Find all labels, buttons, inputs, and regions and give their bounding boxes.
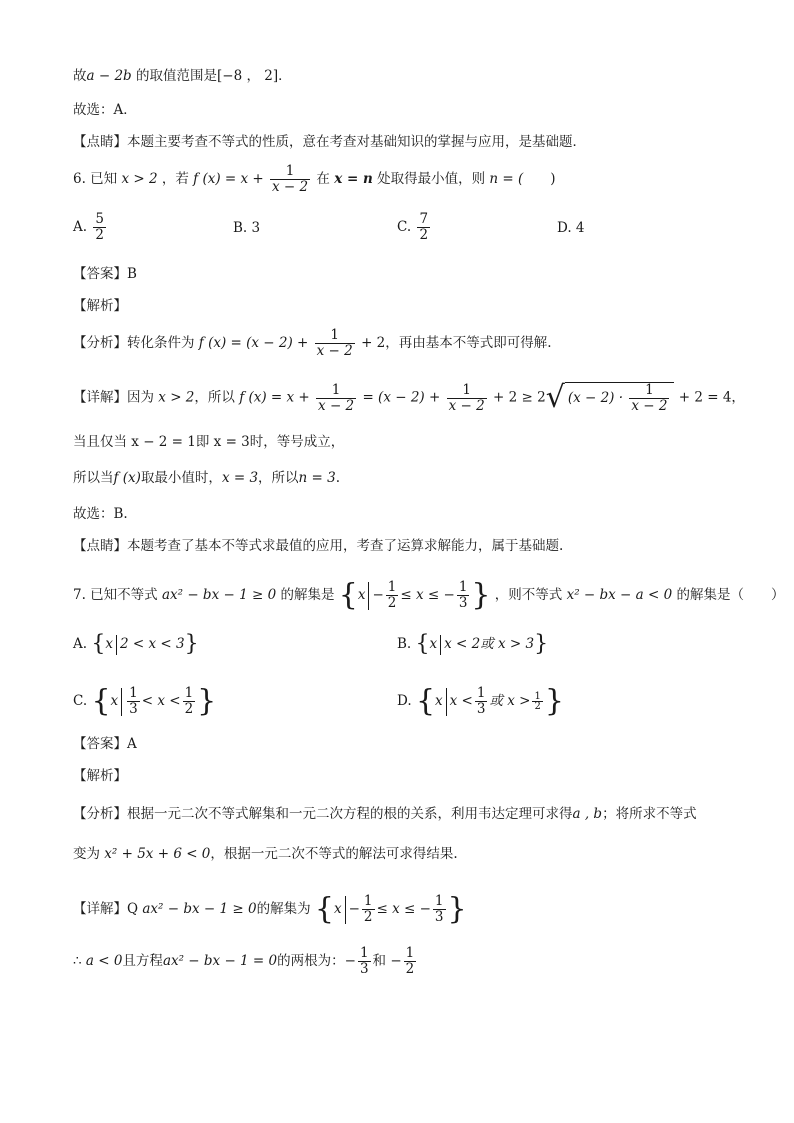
denominator: x − 2 bbox=[631, 398, 668, 414]
text: . bbox=[335, 470, 341, 486]
label: C. bbox=[73, 693, 88, 709]
math-range: [−8 ， 2] bbox=[216, 68, 279, 84]
math: (x − 2) · bbox=[567, 390, 624, 406]
option-d-7[interactable] bbox=[397, 683, 564, 719]
numerator: 7 bbox=[419, 211, 429, 227]
text: 的解集是（ ） bbox=[676, 587, 785, 603]
math: x bbox=[105, 636, 113, 652]
text: 6. 已知 bbox=[73, 171, 118, 187]
roots-line bbox=[73, 946, 418, 977]
text: ，根据一元二次不等式的解法可求得结果. bbox=[210, 846, 458, 862]
fraction bbox=[457, 580, 470, 611]
denominator: 2 bbox=[95, 227, 104, 243]
fenxi-6 bbox=[73, 328, 552, 359]
brace-right: } bbox=[197, 683, 217, 719]
math: f (x) bbox=[113, 470, 141, 486]
numerator: 5 bbox=[95, 211, 104, 227]
fraction bbox=[93, 212, 106, 243]
text: 的解集为 bbox=[256, 901, 311, 917]
brace-right: } bbox=[447, 891, 467, 927]
fraction bbox=[447, 383, 487, 414]
text: 在 bbox=[316, 171, 330, 187]
math: n = ( bbox=[489, 171, 524, 187]
math: a , b bbox=[572, 806, 603, 822]
radical-sign: √ bbox=[545, 380, 565, 415]
text: 取最小值时， bbox=[140, 470, 222, 486]
set-bar bbox=[121, 688, 122, 716]
fraction bbox=[404, 946, 417, 977]
tag: 【分析】 bbox=[73, 806, 127, 822]
fraction bbox=[270, 164, 310, 195]
math: n = 3 bbox=[298, 470, 336, 486]
text: 的解集是 bbox=[280, 587, 335, 603]
denominator: 3 bbox=[129, 701, 138, 717]
math: x bbox=[429, 636, 438, 652]
range-conclusion bbox=[73, 66, 292, 86]
text: 的取值范围是 bbox=[131, 68, 217, 84]
math: x bbox=[110, 693, 119, 709]
math: < x < bbox=[141, 693, 181, 709]
brace-right: } bbox=[544, 683, 564, 719]
answer-6: 【答案】B bbox=[73, 266, 137, 282]
math: x < bbox=[449, 693, 473, 709]
option-b-7[interactable] bbox=[397, 631, 549, 657]
fenxi-7 bbox=[73, 804, 697, 824]
math: x = 3 bbox=[221, 470, 259, 486]
label: C. bbox=[397, 219, 412, 235]
tag: 【分析】 bbox=[73, 335, 127, 351]
denominator: 2 bbox=[387, 595, 397, 611]
label: A. bbox=[73, 636, 88, 652]
tag: 【详解】 bbox=[73, 389, 127, 406]
brace-left: { bbox=[415, 683, 436, 719]
denominator: 2 bbox=[534, 701, 541, 712]
math: 2 < x < 3 bbox=[119, 636, 185, 652]
text: 7. 已知不等式 bbox=[73, 587, 158, 603]
math: x² − bx − a < 0 bbox=[566, 587, 673, 603]
numerator: 1 bbox=[447, 383, 487, 399]
math: ≤ x ≤ − bbox=[376, 901, 431, 917]
denominator: 3 bbox=[476, 701, 486, 717]
math: − bbox=[348, 901, 360, 917]
text: 转化条件为 bbox=[127, 335, 195, 351]
numerator: 1 bbox=[129, 685, 138, 701]
math: x² + 5x + 6 < 0 bbox=[104, 846, 211, 862]
text: ，所以 bbox=[258, 470, 299, 486]
text: 的两根为：− bbox=[277, 953, 356, 969]
equality-line: 当且仅当 x − 2 = 1即 x = 3时，等号成立， bbox=[73, 434, 345, 450]
numerator: 1 bbox=[270, 164, 310, 180]
fraction bbox=[475, 686, 488, 717]
text: 根据一元二次不等式解集和一元二次方程的根的关系，利用韦达定理可求得 bbox=[127, 806, 573, 822]
jiexi-7: 【解析】 bbox=[73, 768, 127, 784]
choice-line: 故选：A． bbox=[73, 102, 137, 118]
label: A. bbox=[73, 219, 88, 235]
denominator: 3 bbox=[359, 961, 369, 977]
math: x bbox=[435, 693, 443, 709]
fraction bbox=[183, 686, 196, 717]
math: Q bbox=[127, 901, 139, 917]
denominator: 3 bbox=[458, 595, 468, 611]
numerator: 1 bbox=[359, 945, 369, 961]
tag: 【点睛】 bbox=[73, 538, 127, 554]
answer-7: 【答案】A bbox=[73, 736, 137, 752]
numerator: 1 bbox=[315, 328, 355, 344]
text: 故 bbox=[73, 68, 87, 84]
numerator: 1 bbox=[434, 893, 444, 909]
text: 且方程 bbox=[122, 953, 163, 969]
set-bar bbox=[368, 582, 369, 610]
set-bar bbox=[345, 896, 346, 924]
math: x > 2 bbox=[158, 389, 195, 406]
numerator: 1 bbox=[184, 685, 194, 701]
fraction bbox=[417, 212, 430, 243]
fraction bbox=[433, 894, 446, 925]
math: + 2 = 4 bbox=[678, 389, 732, 406]
math: f (x) = x + bbox=[239, 389, 310, 406]
denominator: 3 bbox=[434, 909, 444, 925]
math: a < 0 bbox=[85, 953, 123, 969]
brace-right: } bbox=[184, 631, 199, 657]
denominator: 2 bbox=[405, 961, 415, 977]
math-expr: a − 2b bbox=[86, 68, 132, 84]
text: ，所以 bbox=[194, 389, 235, 406]
numerator: 1 bbox=[316, 383, 356, 399]
denominator: x − 2 bbox=[318, 397, 355, 414]
math: = (x − 2) + bbox=[362, 389, 441, 406]
text: 处取得最小值，则 bbox=[377, 171, 486, 187]
text: 和 − bbox=[372, 953, 402, 969]
radicand bbox=[565, 382, 675, 414]
option-d[interactable]: D. 4 bbox=[557, 220, 585, 236]
label: D. bbox=[397, 693, 412, 709]
brace-right: } bbox=[471, 577, 491, 613]
numerator: 1 bbox=[363, 893, 373, 909]
math: + 2 bbox=[361, 335, 386, 351]
brace-left: { bbox=[338, 577, 358, 613]
fraction bbox=[532, 692, 542, 711]
fenxi-7-cont bbox=[73, 844, 458, 864]
math: x < 2或 x > 3 bbox=[444, 636, 535, 652]
text: ；将所求不等式 bbox=[602, 806, 697, 822]
brace-right: } bbox=[534, 631, 549, 657]
math: 或 x > bbox=[489, 693, 531, 709]
denominator: x − 2 bbox=[316, 343, 353, 359]
text: 本题考查了基本不等式求最值的应用，考查了运算求解能力，属于基础题. bbox=[127, 538, 564, 554]
fraction bbox=[315, 328, 355, 359]
text: 所以当 bbox=[73, 470, 114, 486]
denominator: 2 bbox=[419, 227, 429, 243]
label: B. bbox=[397, 636, 412, 652]
brace-left: { bbox=[314, 891, 334, 927]
conclusion-line bbox=[73, 468, 340, 488]
numerator: 1 bbox=[405, 945, 415, 961]
text: 因为 bbox=[127, 389, 154, 406]
text: ，若 bbox=[161, 171, 189, 187]
set-bar bbox=[440, 635, 441, 655]
math: x > 2 bbox=[121, 171, 158, 187]
numerator: 1 bbox=[458, 579, 468, 595]
tag: 【点睛】 bbox=[73, 134, 127, 150]
fraction bbox=[629, 383, 669, 414]
dianjing-6 bbox=[73, 536, 563, 556]
option-a-7[interactable] bbox=[73, 631, 199, 657]
text: 本题主要考查不等式的性质，意在考查对基础知识的掌握与应用，是基础题． bbox=[127, 134, 586, 150]
math: ax² − bx − 1 = 0 bbox=[162, 953, 278, 969]
fraction bbox=[362, 894, 375, 925]
denominator: x − 2 bbox=[448, 397, 485, 414]
math: ≤ x ≤ − bbox=[400, 587, 455, 603]
question-7 bbox=[73, 577, 785, 613]
denominator: x − 2 bbox=[272, 179, 309, 195]
math: x bbox=[333, 901, 342, 917]
fraction bbox=[127, 686, 140, 717]
math: ax² − bx − 1 ≥ 0 bbox=[161, 587, 277, 603]
choice-line-6: 故选：B. bbox=[73, 506, 128, 522]
math: ∴ bbox=[73, 953, 86, 969]
option-b[interactable]: B. 3 bbox=[233, 220, 261, 236]
text: ) bbox=[523, 171, 556, 187]
fraction bbox=[386, 580, 399, 611]
math: + 2 ≥ 2 bbox=[493, 389, 546, 406]
denominator: 2 bbox=[363, 909, 373, 925]
numerator: 1 bbox=[534, 691, 541, 702]
question-6 bbox=[73, 164, 556, 195]
math: x bbox=[357, 587, 366, 603]
set-bar bbox=[446, 688, 447, 716]
math: ax² − bx − 1 ≥ 0 bbox=[142, 901, 257, 917]
math: − bbox=[372, 587, 384, 603]
set-bar bbox=[116, 635, 117, 655]
dianjing-line bbox=[73, 132, 586, 152]
fraction bbox=[316, 383, 356, 414]
math: x = n bbox=[334, 171, 373, 187]
numerator: 1 bbox=[476, 685, 486, 701]
option-c[interactable] bbox=[397, 212, 432, 243]
numerator: 1 bbox=[629, 383, 669, 399]
math: f (x) = x + bbox=[193, 171, 264, 187]
numerator: 1 bbox=[387, 579, 397, 595]
text: ，则不等式 bbox=[494, 587, 563, 603]
fraction bbox=[358, 946, 371, 977]
text: ． bbox=[278, 68, 292, 84]
text: 变为 bbox=[73, 846, 100, 862]
xiangjie-7 bbox=[73, 891, 467, 927]
brace-left: { bbox=[91, 683, 111, 719]
text: ，再由基本不等式即可得解. bbox=[385, 335, 552, 351]
brace-left: { bbox=[415, 631, 430, 657]
option-c-7[interactable] bbox=[73, 683, 217, 719]
brace-left: { bbox=[91, 631, 106, 657]
text: ， bbox=[731, 389, 745, 406]
tag: 【详解】 bbox=[73, 901, 127, 917]
xiangjie-6 bbox=[73, 382, 745, 414]
jiexi-6: 【解析】 bbox=[73, 298, 127, 314]
option-a[interactable] bbox=[73, 212, 108, 243]
math: f (x) = (x − 2) + bbox=[198, 335, 309, 351]
denominator: 2 bbox=[184, 701, 194, 717]
